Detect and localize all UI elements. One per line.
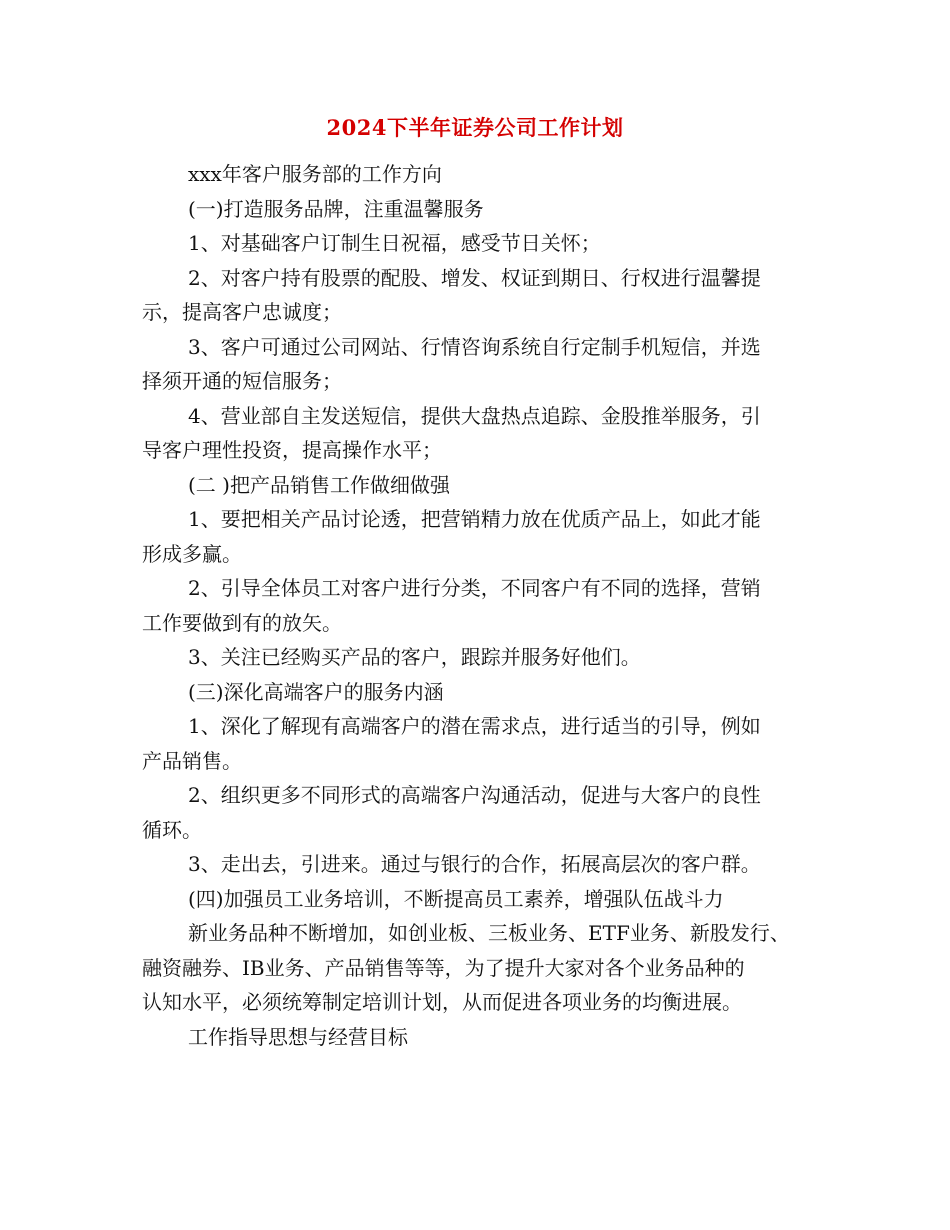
subsection-heading: (四)加强员工业务培训，不断提高员工素养，增强队伍战斗力 xyxy=(188,886,724,911)
list-item-continuation: 循环。 xyxy=(142,817,202,842)
list-item: 1、对基础客户订制生日祝福，感受节日关怀； xyxy=(188,231,601,255)
paragraph-line: 新业务品种不断增加，如创业板、三板业务、ETF业务、新股发行、 xyxy=(188,921,790,945)
list-item: 2、对客户持有股票的配股、增发、权证到期日、行权进行温馨提 xyxy=(188,265,761,290)
section-heading: xxx年客户服务部的工作方向 xyxy=(188,162,442,186)
list-item-continuation: 产品销售。 xyxy=(142,748,242,773)
list-item: 4、营业部自主发送短信，提供大盘热点追踪、金股推举服务，引 xyxy=(188,403,761,428)
paragraph-line-continuation: 融资融券、IB业务、产品销售等等，为了提升大家对各个业务品种的 xyxy=(142,955,745,980)
list-item-continuation: 择须开通的短信服务； xyxy=(142,369,342,393)
list-item-continuation: 导客户理性投资，提高操作水平； xyxy=(142,438,442,462)
list-item: 3、走出去，引进来。通过与银行的合作，拓展高层次的客户群。 xyxy=(188,852,761,876)
section-heading: 工作指导思想与经营目标 xyxy=(188,1024,408,1049)
paragraph-line-continuation: 认知水平，必须统筹制定培训计划，从而促进各项业务的均衡进展。 xyxy=(142,990,742,1014)
list-item-continuation: 形成多赢。 xyxy=(142,541,242,566)
list-item: 2、引导全体员工对客户进行分类，不同客户有不同的选择，营销 xyxy=(188,576,761,600)
document-title: 2024下半年证券公司工作计划 xyxy=(326,115,624,140)
list-item-continuation: 工作要做到有的放矢。 xyxy=(142,610,342,635)
list-item: 3、关注已经购买产品的客户，跟踪并服务好他们。 xyxy=(188,645,641,669)
subsection-heading: (一)打造服务品牌，注重温馨服务 xyxy=(188,196,484,221)
list-item-continuation: 示，提高客户忠诚度； xyxy=(142,300,342,324)
list-item: 1、要把相关产品讨论透，把营销精力放在优质产品上，如此才能 xyxy=(188,507,761,531)
list-item: 3、客户可通过公司网站、行情咨询系统自行定制手机短信，并选 xyxy=(188,334,761,359)
list-item: 2、组织更多不同形式的高端客户沟通活动，促进与大客户的良性 xyxy=(188,783,761,807)
subsection-heading: (二 )把产品销售工作做细做强 xyxy=(188,472,450,497)
subsection-heading: (三)深化高端客户的服务内涵 xyxy=(188,679,444,704)
list-item: 1、深化了解现有高端客户的潜在需求点，进行适当的引导，例如 xyxy=(188,714,761,738)
document-body xyxy=(142,157,832,1054)
